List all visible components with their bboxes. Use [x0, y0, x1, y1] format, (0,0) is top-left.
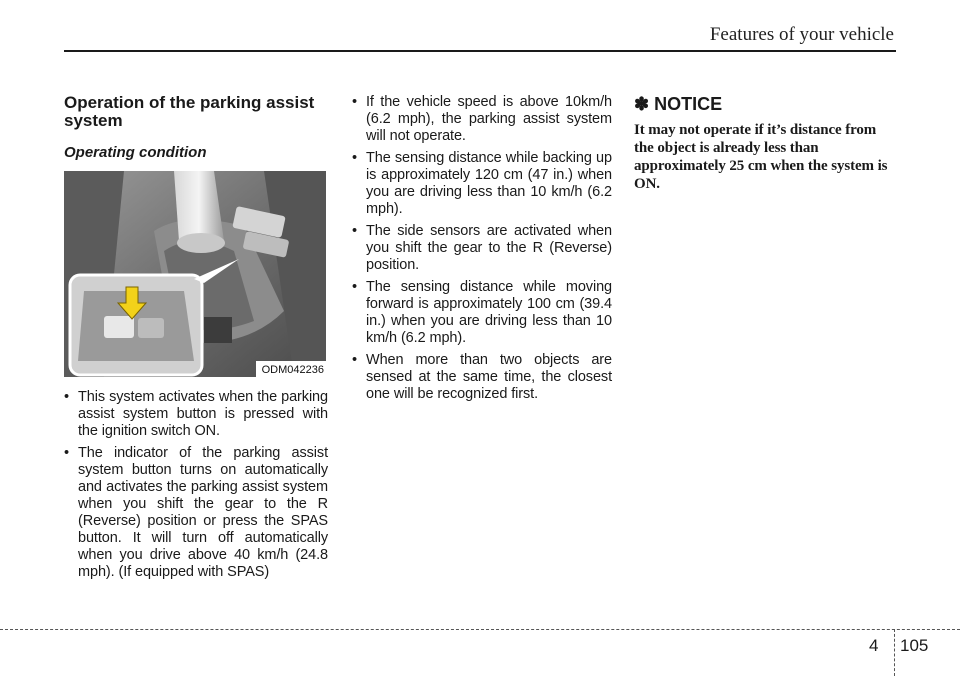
list-item: • This system activates when the parking assist system button is pressed with the ignition switch ON.	[64, 389, 328, 440]
header-rule	[64, 50, 896, 52]
bullet-list-2	[352, 94, 612, 403]
footer-rule	[0, 629, 960, 630]
figure-label: ODM042236	[256, 361, 326, 377]
running-header: Features of your vehicle	[709, 24, 894, 45]
gear-console-photo	[64, 171, 326, 377]
list-item: • The sensing distance while backing up is approximately 120 cm (47 in.) when you are driving less than 10 km/h (6.2 mph).	[352, 150, 612, 218]
list-item: • The side sensors are activated when you shift the gear to the R (Reverse) position.	[352, 223, 612, 274]
gear-console-illustration	[64, 171, 326, 377]
column-2	[352, 94, 612, 408]
column-1	[64, 94, 328, 586]
section-subtitle: Operating condition	[64, 144, 207, 161]
notice-title: ✽ NOTICE	[634, 94, 723, 114]
section-title: Operation of the parking assist system	[64, 93, 315, 130]
bullet-list-1	[64, 389, 328, 581]
notice-body: It may not operate if it’s distance from the object is already less than approximately 25 cm when the system is ON.	[634, 122, 888, 192]
column-3	[634, 94, 896, 193]
footer-divider	[894, 629, 895, 676]
list-item: • If the vehicle speed is above 10km/h (6.2 mph), the parking assist system will not operate.	[352, 94, 612, 145]
page-number: 105	[900, 636, 929, 655]
list-item: • When more than two objects are sensed at the same time, the closest one will be recognized first.	[352, 352, 612, 403]
list-item: • The indicator of the parking assist system button turns on automatically and activates the parking assist system when you shift the gear to the R (Reverse) position or press the SPAS button. It will turn off automatically when you drive above 40 km/h (24.8 mph). (If equipped with SPAS)	[64, 445, 328, 581]
list-item: • The sensing distance while moving forward is approximately 100 cm (39.4 in.) when you are driving less than 10 km/h (6.2 mph).	[352, 279, 612, 347]
chapter-number: 4	[869, 636, 879, 655]
